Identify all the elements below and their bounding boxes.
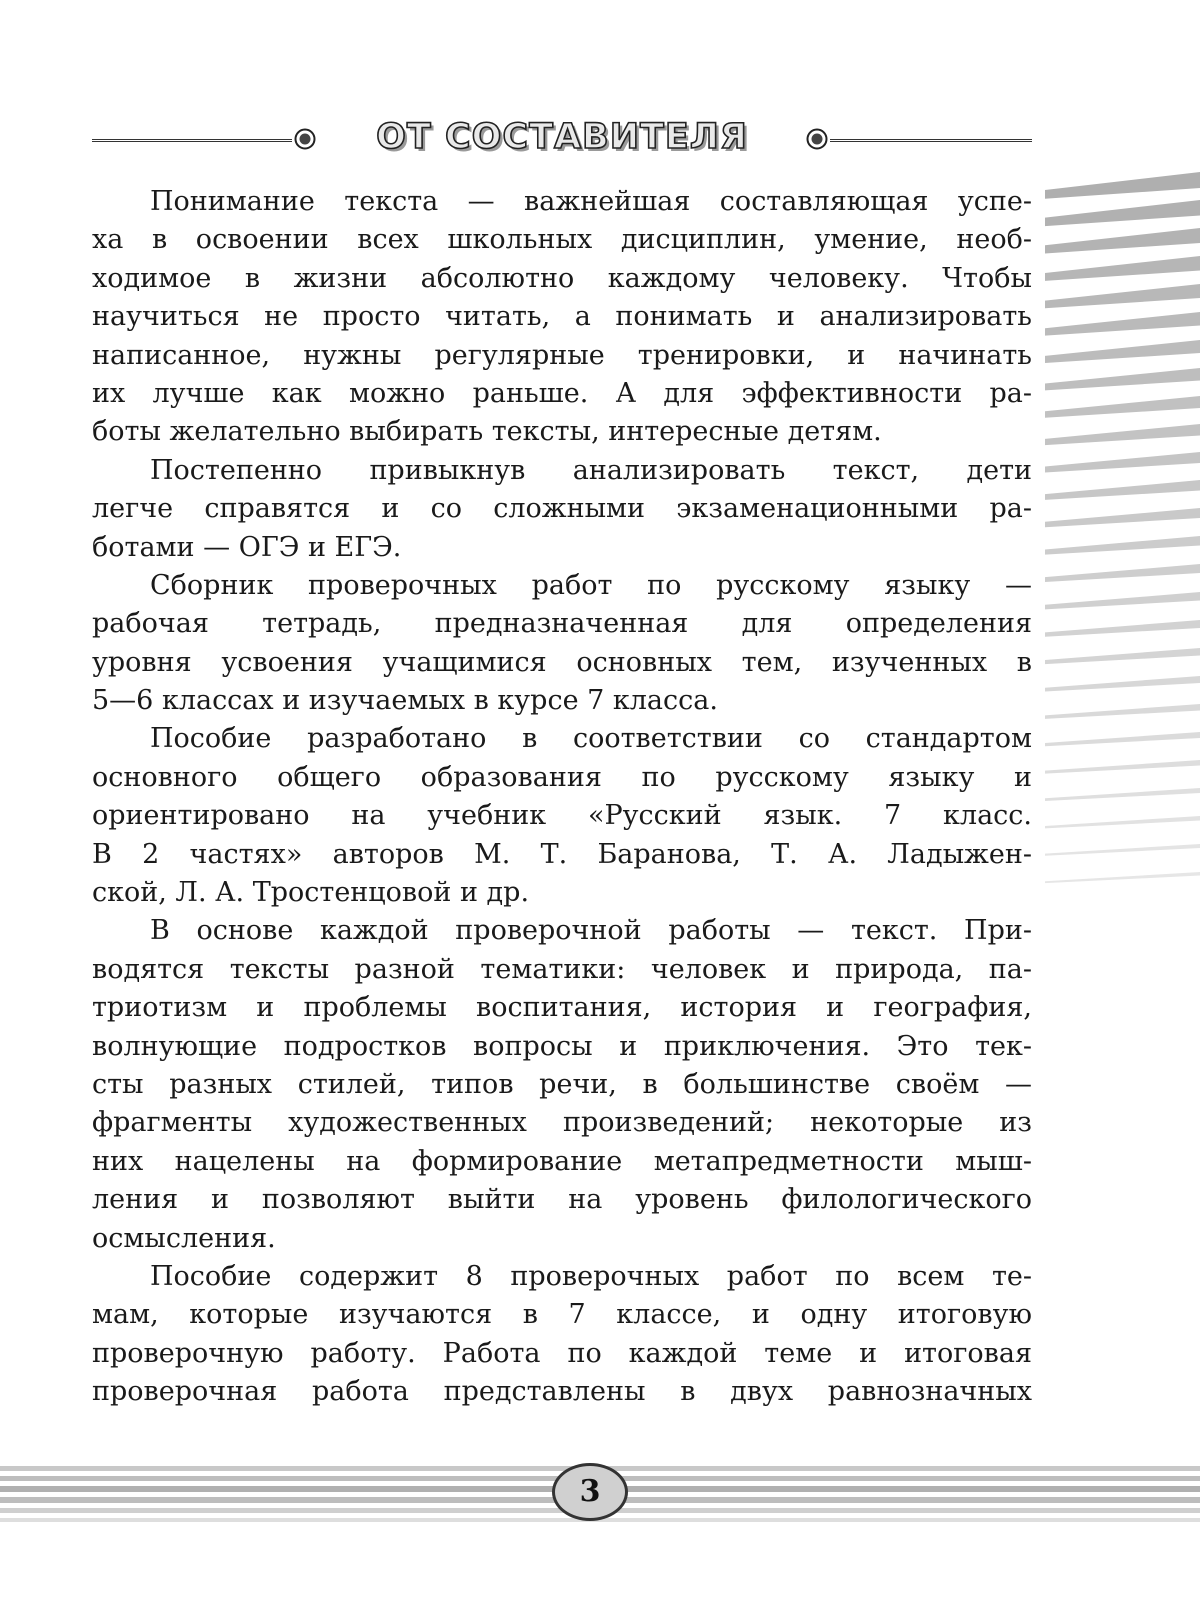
text-line: ления и позволяют выйти на уровень филологического	[92, 1184, 1032, 1216]
heading-rule-left	[92, 139, 292, 142]
text-line: сты разных стилей, типов речи, в большинстве своём —	[92, 1068, 1032, 1100]
text-line: мам, которые изучаются в 7 классе, и одну итоговую	[92, 1299, 1032, 1331]
stripe	[1045, 508, 1200, 527]
text-line: написанное, нужны регулярные тренировки, и начинать	[92, 339, 1032, 371]
stripe	[1045, 340, 1200, 363]
stripe	[1045, 284, 1200, 308]
text-line: ориентировано на учебник «Русский язык. 7 класс.	[92, 800, 1032, 832]
text-line: ской, Л. А. Тростенцовой и др.	[92, 877, 530, 909]
bullet-ornament-icon	[806, 128, 828, 150]
text-line: научиться не просто читать, а понимать и анализировать	[92, 301, 1032, 333]
text-line: проверочная работа представлены в двух равнозначных	[92, 1376, 1032, 1408]
stripe	[1045, 396, 1200, 418]
stripe	[1045, 592, 1200, 609]
stripe	[1045, 564, 1200, 582]
stripe	[1045, 844, 1200, 856]
text-line: ботами — ОГЭ и ЕГЭ.	[92, 531, 402, 563]
stripe	[1045, 788, 1200, 801]
stripe	[1045, 620, 1200, 637]
bullet-ornament-icon	[294, 128, 316, 150]
text-line: уровня усвоения учащимися основных тем, изученных в	[92, 646, 1032, 678]
stripe	[1045, 480, 1200, 500]
stripe	[1045, 312, 1200, 336]
stripe	[1045, 368, 1200, 390]
text-line: триотизм и проблемы воспитания, история и география,	[92, 992, 1032, 1024]
text-line: боты желательно выбирать тексты, интересные детям.	[92, 416, 882, 448]
stripe	[1045, 816, 1200, 828]
text-line: их лучше как можно раньше. А для эффективности ра-	[92, 377, 1032, 409]
text-line: проверочную работу. Работа по каждой теме и итоговая	[92, 1337, 1032, 1369]
text-line: Постепенно привыкнув анализировать текст, дети	[150, 454, 1032, 486]
stripe	[1045, 872, 1200, 883]
stripe	[1045, 732, 1200, 746]
text-line: Сборник проверочных работ по русскому языку —	[150, 569, 1032, 601]
stripe	[1045, 172, 1200, 199]
text-line: волнующие подростков вопросы и приключения. Это тек-	[92, 1030, 1032, 1062]
paragraph	[92, 912, 1032, 1258]
paragraph	[92, 567, 1032, 721]
section-heading	[92, 118, 1032, 162]
stripe	[1045, 256, 1200, 281]
stripe	[1045, 704, 1200, 719]
text-line: ходимое в жизни абсолютно каждому человеку. Чтобы	[92, 262, 1032, 294]
text-line: В 2 частях» авторов М. Т. Баранова, Т. А. Ладыжен-	[92, 838, 1032, 870]
page-title: ОТ СОСТАВИТЕЛЯ	[376, 117, 748, 157]
text-line: фрагменты художественных произведений; некоторые из	[92, 1107, 1032, 1139]
stripe	[1045, 536, 1200, 555]
text-line: основного общего образования по русскому языку и	[92, 761, 1032, 793]
paragraph	[92, 183, 1032, 452]
stripe	[1045, 452, 1200, 473]
text-line: В основе каждой проверочной работы — текст. При-	[150, 915, 1032, 947]
text-line: ха в освоении всех школьных дисциплин, умение, необ-	[92, 224, 1032, 256]
text-line: рабочая тетрадь, предназначенная для определения	[92, 608, 1032, 640]
stripe	[1045, 200, 1200, 226]
paragraph	[92, 1258, 1032, 1412]
text-line: 5—6 классах и изучаемых в курсе 7 класса.	[92, 685, 718, 717]
text-line: Понимание текста — важнейшая составляющая успе-	[150, 186, 1032, 217]
stripe	[1045, 760, 1200, 774]
page-number: 3	[579, 1474, 601, 1509]
text-line: Пособие разработано в соответствии со стандартом	[150, 723, 1032, 755]
stripe	[1045, 648, 1200, 664]
page-number-badge	[552, 1463, 628, 1521]
paragraph	[92, 452, 1032, 567]
stripe	[1045, 676, 1200, 692]
heading-rule-right	[830, 139, 1032, 142]
text-line: легче справятся и со сложными экзаменационными ра-	[92, 493, 1032, 525]
paragraph	[92, 720, 1032, 912]
text-line: водятся тексты разной тематики: человек и природа, па-	[92, 953, 1032, 985]
text-line: Пособие содержит 8 проверочных работ по всем те-	[150, 1260, 1032, 1292]
text-line: осмысления.	[92, 1222, 276, 1254]
stripe	[1045, 228, 1200, 254]
decorative-stripes	[1045, 148, 1200, 908]
text-line: них нацелены на формирование метапредметности мыш-	[92, 1145, 1032, 1177]
body-text	[92, 183, 1032, 1412]
stripe	[1045, 424, 1200, 445]
